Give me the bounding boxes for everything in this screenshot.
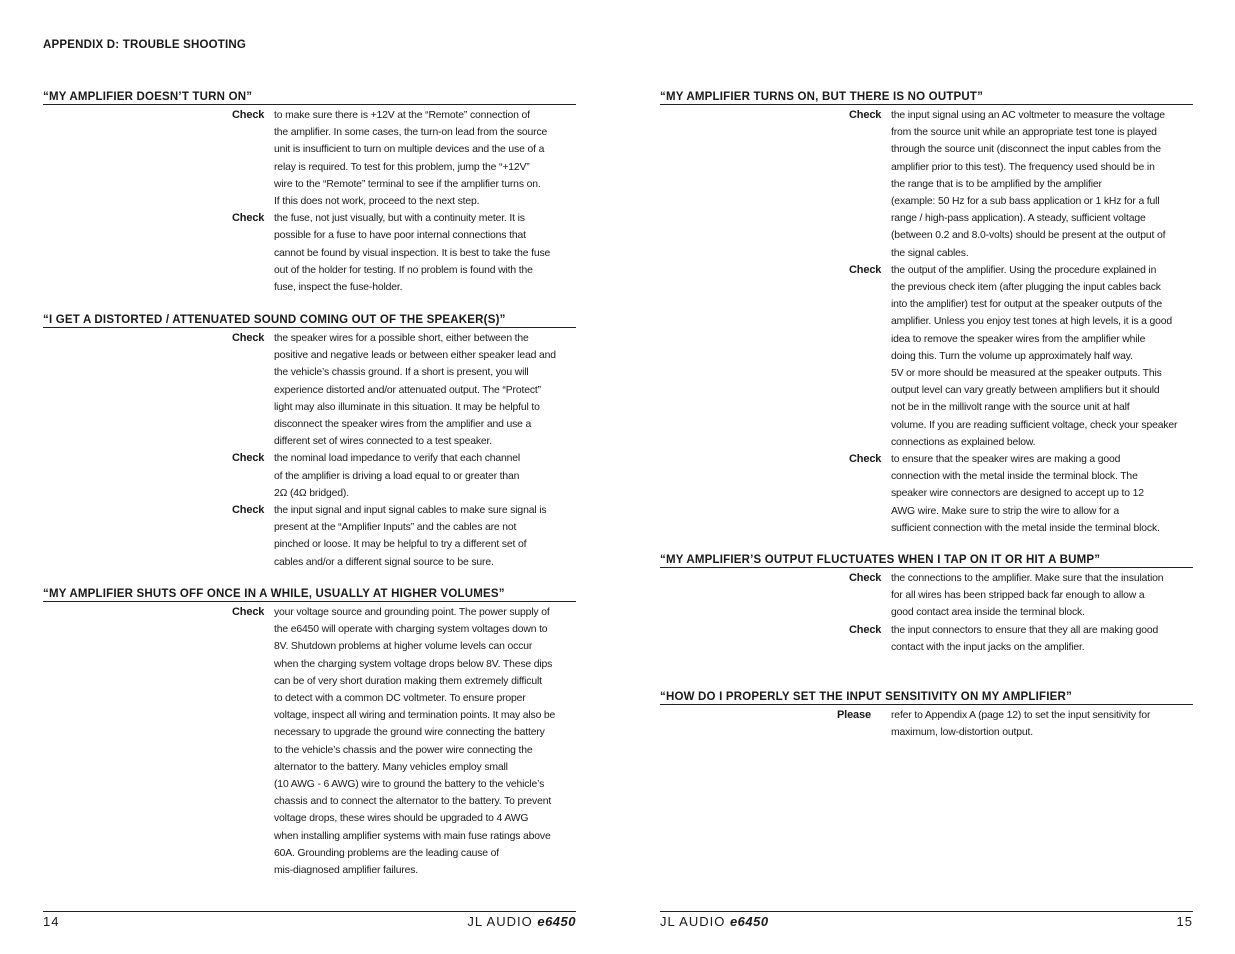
check-text: the output of the amplifier. Using the procedure explained in the previous check item (after plugging the input cables back into the amplifier) test for output at the speaker outputs of the amplifier. Unless you enjoy test tones at high levels, it is a good idea to remove the speaker wires from the amplifier while doing this. Turn the volume up approximately half way. 5V or more should be measured at the speaker outputs. This output level can vary greatly between amplifiers but it should not be in the millivolt range with the source unit at half volume. If you are reading sufficient voltage, check your speaker connections as explained below. <box>891 264 1178 448</box>
section-input-sensitivity <box>660 691 1193 741</box>
check-text: the input connectors to ensure that they all are making good contact with the input jacks on the amplifier. <box>891 624 1159 653</box>
check-keyword: Check <box>849 109 882 121</box>
footer-brand <box>467 914 576 929</box>
check-text: the nominal load impedance to verify that each channel of the amplifier is driving a load equal to or greater than 2Ω (4Ω bridged). <box>274 453 521 499</box>
check-keyword: Check <box>232 212 265 225</box>
left-page <box>43 0 576 954</box>
check-text: the fuse, not just visually, but with a continuity meter. It is possible for a fuse to have poor internal connections that cannot be found by visual inspection. It is best to take the fuse out of the holder for testing. If no problem is found with the fuse, inspect the fuse-holder. <box>274 213 551 294</box>
check-keyword: Check <box>849 453 882 466</box>
section-title: “HOW DO I PROPERLY SET THE INPUT SENSITIVITY ON MY AMPLIFIER” <box>660 691 1193 705</box>
check-text: the input signal using an AC voltmeter to measure the voltage from the source unit while an appropriate test tone is played through the source unit (disconnect the input cables from the amplifier prior to this test). The frequency used should be in the range that is to be amplified by the amplifier (example: 50 Hz for a sub bass application or 1 kHz for a full range / high-pass application). A steady, sufficient voltage (between 0.2 and 8.0-volts) should be present at the output of the signal cables. <box>891 110 1166 259</box>
check-keyword: Check <box>849 572 882 584</box>
check-item <box>232 210 576 296</box>
section-title: “MY AMPLIFIER DOESN’T TURN ON” <box>43 91 576 105</box>
footer-divider <box>660 911 1193 912</box>
check-item <box>849 622 1193 656</box>
check-text: the connections to the amplifier. Make sure that the insulation for all wires has been stripped back far enough to allow a good contact area inside the terminal block. <box>891 573 1164 619</box>
check-keyword: Check <box>232 109 265 121</box>
check-text: your voltage source and grounding point. The power supply of the e6450 will operate with charging system voltages down to 8V. Shutdown problems at higher volume levels can occur when the charging system voltage drops below 8V. These dips can be of very short duration making them extremely difficult to detect with a common DC voltmeter. To ensure proper voltage, inspect all wiring and termination points. It may also be necessary to upgrade the ground wire connecting the battery to the vehicle’s chassis and the power wire connecting the alternator to the battery. Many vehicles employ small (10 AWG - 6 AWG) wire to ground the battery to the vehicle’s chassis and to connect the alternator to the battery. To prevent voltage drops, these wires should be upgraded to 4 AWG when installing amplifier systems with main fuse ratings above 60A. Grounding problems are the leading cause of mis-diagnosed amplifier failures. <box>274 607 556 877</box>
section-title: “MY AMPLIFIER TURNS ON, BUT THERE IS NO OUTPUT” <box>660 91 1193 105</box>
section-title: “MY AMPLIFIER SHUTS OFF ONCE IN A WHILE, USUALLY AT HIGHER VOLUMES” <box>43 588 576 602</box>
check-item <box>232 502 576 571</box>
check-text: to make sure there is +12V at the “Remote” connection of the amplifier. In some cases, the turn-on lead from the source unit is insufficient to turn on multiple devices and the use of a relay is required. To test for this problem, jump the “+12V” wire to the “Remote” terminal to see if the amplifier turns on. If this does not work, proceed to the next step. <box>274 110 548 208</box>
check-list <box>232 330 576 571</box>
check-item <box>849 107 1193 262</box>
brand-name: JL AUDIO <box>467 914 533 929</box>
check-item <box>232 450 576 502</box>
check-list <box>232 604 576 879</box>
check-keyword: Check <box>849 623 882 636</box>
section-output-fluctuates <box>660 554 1193 656</box>
check-list <box>849 107 1193 537</box>
check-list <box>232 107 576 296</box>
check-text: refer to Appendix A (page 12) to set the input sensitivity for maximum, low-distortion output. <box>891 710 1151 739</box>
check-keyword: Check <box>849 263 882 276</box>
footer-divider <box>43 911 576 912</box>
section-title: “I GET A DISTORTED / ATTENUATED SOUND COMING OUT OF THE SPEAKER(S)” <box>43 314 576 328</box>
page-number: 15 <box>1176 914 1193 929</box>
section-doesnt-turn-on <box>43 91 576 296</box>
check-text: the input signal and input signal cables to make sure signal is present at the “Amplifier Inputs” and the cables are not pinched or loose. It may be helpful to try a different set of cables and/or a different signal source to be sure. <box>274 505 547 568</box>
section-title: “MY AMPLIFIER’S OUTPUT FLUCTUATES WHEN I TAP ON IT OR HIT A BUMP” <box>660 554 1193 568</box>
check-item <box>849 570 1193 622</box>
brand-name: JL AUDIO <box>660 914 726 929</box>
please-keyword: Please <box>837 709 871 721</box>
check-keyword: Check <box>232 504 265 517</box>
check-item <box>849 451 1193 537</box>
check-keyword: Check <box>232 332 265 344</box>
model-name: e6450 <box>537 914 576 929</box>
model-name: e6450 <box>729 914 769 929</box>
check-keyword: Check <box>232 606 265 618</box>
check-list <box>837 707 1193 741</box>
check-text: the speaker wires for a possible short, either between the positive and negative leads or between either speaker lead and the vehicle’s chassis ground. If a short is present, you will experience distorted and/or attenuated output. The “Protect” light may also illuminate in this situation. It may be helpful to disconnect the speaker wires from the amplifier and use a different set of wires connected to a test speaker. <box>274 333 556 448</box>
check-item <box>232 330 576 450</box>
right-page <box>660 0 1193 954</box>
check-item <box>837 707 1193 741</box>
section-shuts-off <box>43 588 576 879</box>
check-text: to ensure that the speaker wires are making a good connection with the metal inside the terminal block. The speaker wire connectors are designed to accept up to 12 AWG wire. Make sure to strip the wire to allow for a sufficient connection with the metal inside the terminal block. <box>891 454 1160 534</box>
check-item <box>232 604 576 879</box>
check-item <box>849 262 1193 451</box>
check-list <box>849 570 1193 656</box>
section-distorted-sound <box>43 314 576 571</box>
appendix-title: APPENDIX D: TROUBLE SHOOTING <box>43 39 247 51</box>
section-no-output <box>660 91 1193 537</box>
page-number: 14 <box>43 914 60 929</box>
check-item <box>232 107 576 210</box>
footer-brand <box>660 914 769 929</box>
check-keyword: Check <box>232 452 265 465</box>
